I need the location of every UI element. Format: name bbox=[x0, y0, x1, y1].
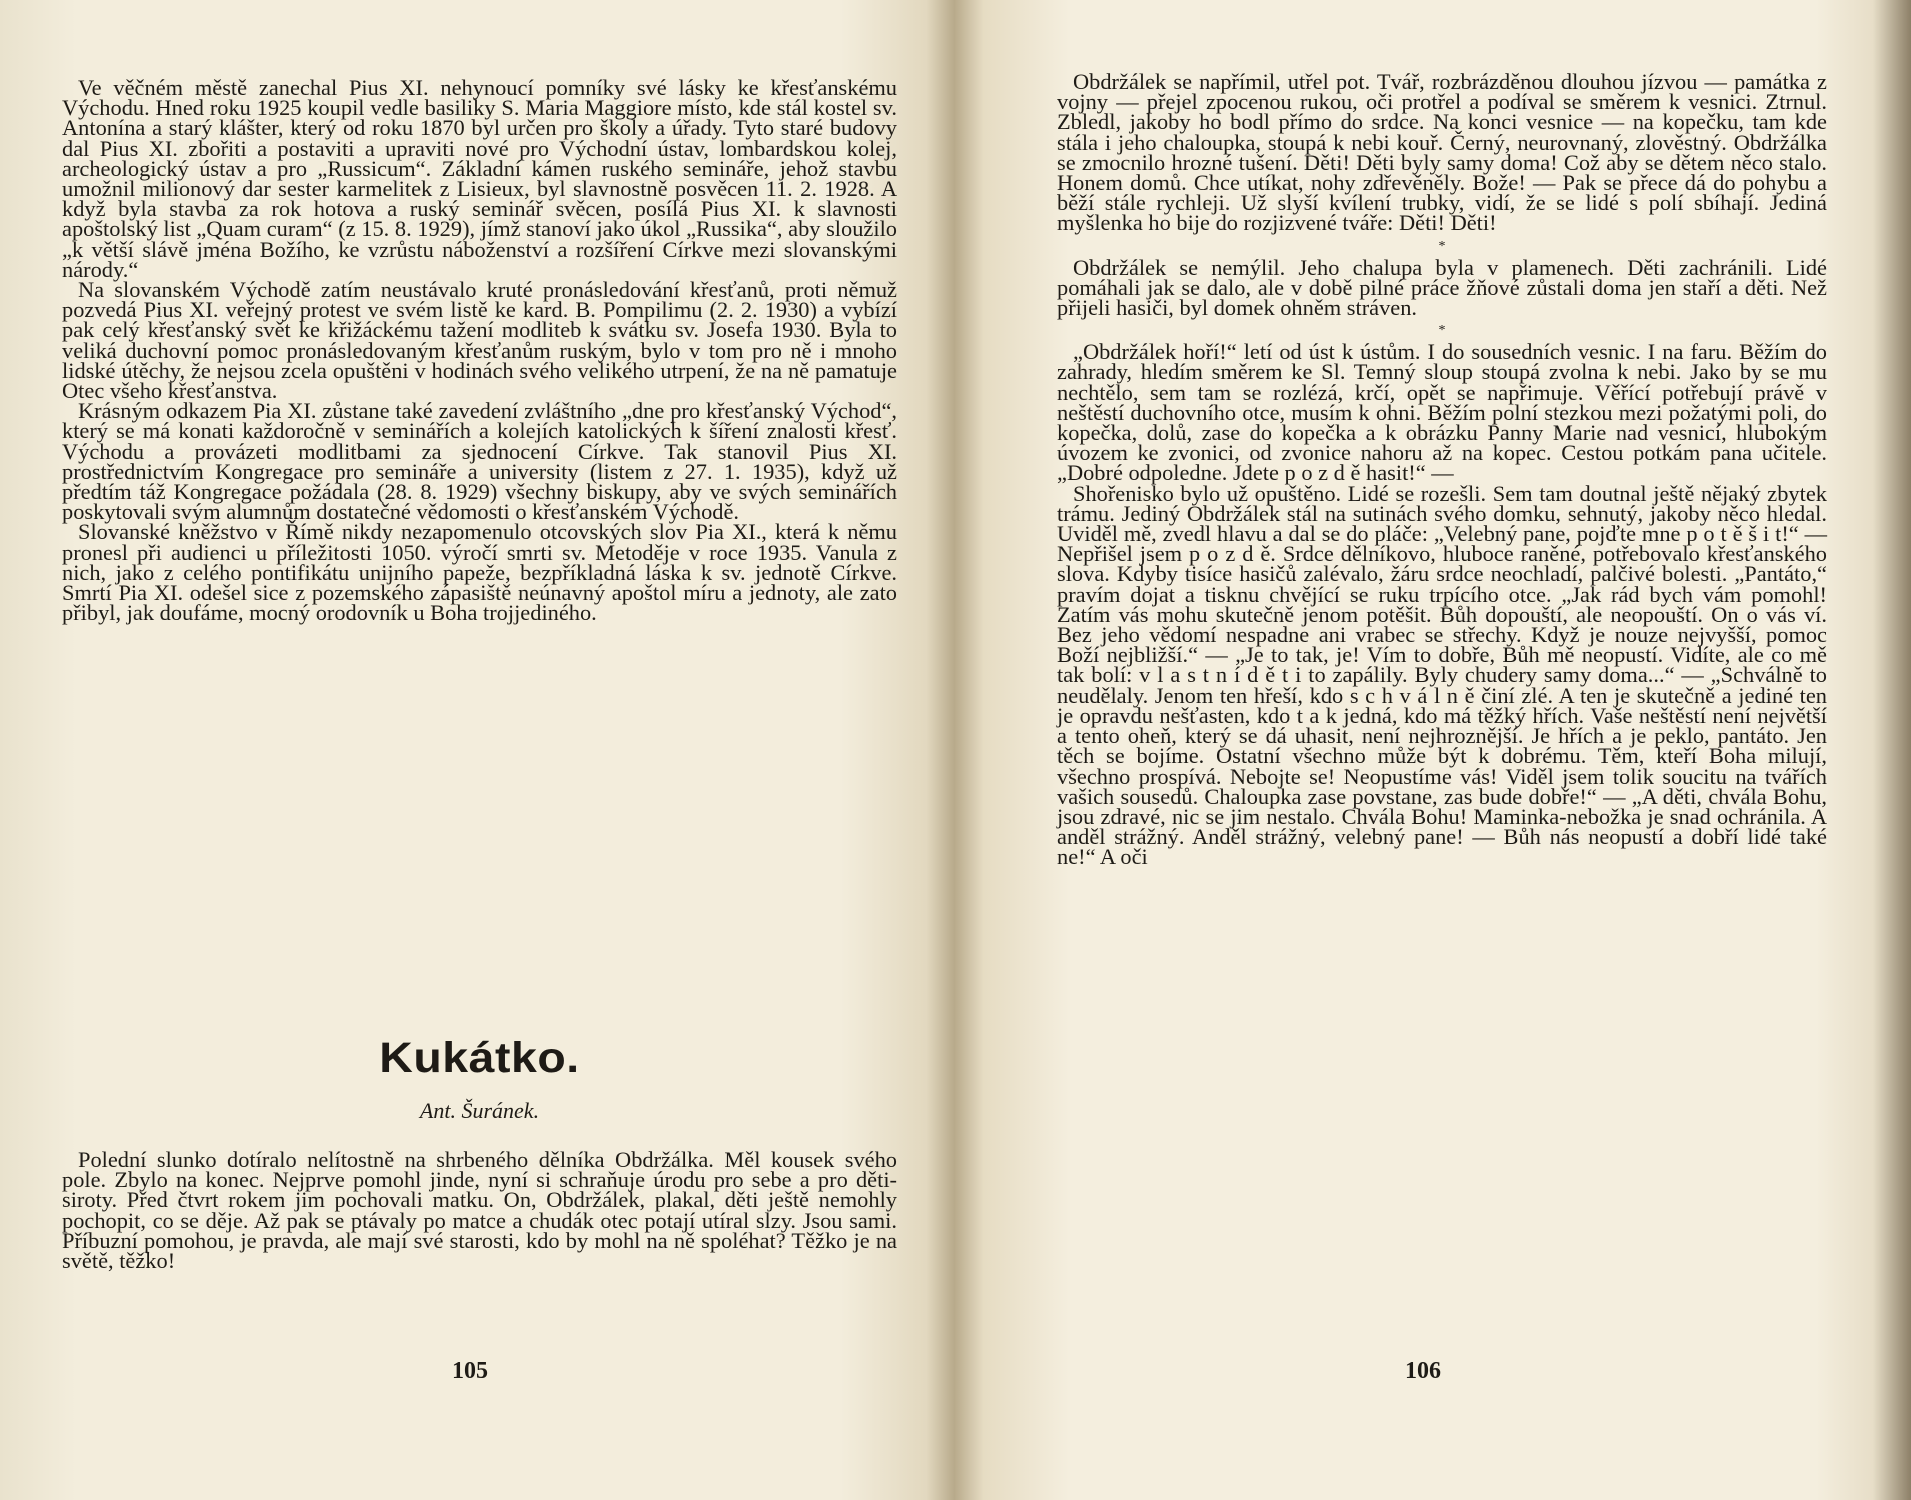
paragraph: Polední slunko dotíralo nelítostně na shrbeného dělníka Obdržálka. Měl kousek svého pole. Zbylo na konec. Nejprve pomohl jinde, nyní si schraňuje úrodu pro sebe a pro děti-siroty. Před čtvrt rokem jim pochovali matku. On, Obdržálek, plakal, děti ještě nemohly pochopit, co se děje. Až pak se ptávaly po matce a chudák otec potají utíral slzy. Jsou sami. Příbuzní pomohou, je pravda, ale mají své starosti, kdo by mohl na ně spoléhat? Těžko je na světě, těžko! bbox=[62, 1147, 897, 1274]
right-page bbox=[955, 0, 1911, 1500]
page-number: 105 bbox=[452, 1358, 488, 1384]
paragraph: Krásným odkazem Pia XI. zůstane také zavedení zvláštního „dne pro křesťanský Východ“, který se má konati každoročně v seminářích a kolejích katolických k šíření znalosti křesť. Východu a provázeti modlitbami za sjednocení Církve. Tak stanovil Pius XI. prostřednictvím Kongregace pro semináře a university (listem z 27. 1. 1935), když už předtím táž Kongregace požádala (28. 8. 1929) všechny biskupy, aby ve svých seminářích poskytovali svým alumnům dostatečné vědomosti o křesťanském Východě. bbox=[62, 398, 897, 525]
paragraph: Shořenisko bylo už opuštěno. Lidé se rozešli. Sem tam doutnal ještě nějaký zbytek trámu. Jediný Obdržálek stál na sutinách svého domku, sehnutý, jakoby něco hledal. Uviděl mě, zvedl hlavu a dal se do pláče: „Velebný pane, pojďte mne p o t ě š i t!“ — Nepřišel jsem p o z d ě. Srdce dělníkovo, hluboce raněné, potřebovalo křesťanského slova. Kdyby tisíce hasičů zalévalo, žáru srdce neochladí, palčivé bolesti. „Pantáto,“ pravím dojat a tisknu chvějící se ruku trpícího otce. „Jak rád bych vám pomohl! Zatím vás mohu skutečně jenom potěšit. Bůh dopouští, ale neopouští. On o vás ví. Bez jeho vědomí nespadne ani vrabec se střechy. Když je nouze nejvyšší, pomoc Boží nejbližší.“ — „Je to tak, je! Vím to dobře, Bůh mě neopustí. Vidíte, ale co mě tak bolí: v l a s t n í d ě t i to zapálily. Byly chudery samy doma...“ — „Schválně to neudělaly. Jenom ten hřeší, kdo s c h v á l n ě činí zlé. A ten je skutečně a jediné ten je opravdu nešťasten, kdo t a k jedná, kdo má těžký hřích. Vaše neštěstí není největší a tento oheň, který se dá uhasit, není nejhroznější. Je hřích a je peklo, pantáto. Jen těch se bojíme. Ostatní všechno může být k dobrému. Těm, kteří Boha milují, všechno prospívá. Nebojte se! Neopustíme vás! Viděl jsem tolik soucitu na tvářích vašich sousedů. Chaloupka zase povstane, zas bude dobře!“ — „A děti, chvála Bohu, jsou zdravé, nic se jim nestalo. Chvála Bohu! Maminka-nebožka je snad ochránila. A anděl strážný. Anděl strážný, velebný pane! — Bůh nás neopustí a dobří lidé také ne!“ A oči bbox=[1057, 480, 1827, 870]
left-page-top-text bbox=[62, 75, 897, 626]
article-author: Ant. Šuránek. bbox=[419, 1098, 540, 1123]
paragraph: „Obdržálek hoří!“ letí od úst k ústům. I do sousedních vesnic. I na faru. Běžím do zahrady, hledím směrem ke Sl. Temný sloup stoupá zvolna k nebi. Jako by se mu nechtělo, sem tam se rozlézá, krčí, opět se napřimuje. Věřící potřebují právě v neštěstí duchovního otce, musím k ohni. Běžím polní stezkou mezi požatými poli, do kopečka, dolů, zase do kopečka a k obrázku Panny Marie nad vesnicí, hlubokým úvozem ke zvonici, od zvonice nahoru až na kopec. Cestou potkám pana učitele. „Dobré odpoledne. Jdete p o z d ě hasit!“ — bbox=[1057, 339, 1827, 486]
paragraph: Ve věčném městě zanechal Pius XI. nehynoucí pomníky své lásky ke křesťanskému Východu. Hned roku 1925 koupil vedle basiliky S. Maria Maggiore místo, kde stál kostel sv. Antonína a starý klášter, který od roku 1870 byl určen pro školy a úřady. Tyto staré budovy dal Pius XI. zbořiti a postaviti a upraviti nové pro Východní ústav, lombardskou kolej, archeologický ústav a pro „Russicum“. Základní kámen ruského semináře, jehož stavbu umožnil milionový dar sester karmelitek z Lisieux, byl slavnostně posvěcen 11. 2. 1928. A když byla stavba za rok hotova a ruský seminář svěcen, posílá Pius XI. k slavnosti apoštolský list „Quam curam“ (z 15. 8. 1929), jímž stanoví jako úkol „Russika“, aby sloužilo „k větší slávě jména Božího, ke vzrůstu náboženství a rozšíření Církve mezi slovanskými národy.“ bbox=[62, 75, 897, 282]
right-page-text bbox=[1057, 69, 1827, 870]
article-title: Kukátko. bbox=[379, 1034, 580, 1082]
section-separator: * bbox=[1438, 238, 1446, 254]
left-page-bottom-text bbox=[62, 1147, 897, 1274]
section-separator: * bbox=[1438, 323, 1446, 339]
paragraph: Na slovanském Východě zatím neustávalo kruté pronásledování křesťanů, proti němuž pozvedá Pius XI. veřejný protest ve svém listě ke kard. B. Pompilimu (2. 2. 1930) a vybízí pak celý křesťanský svět ke křižáckému tažení modliteb k svátku sv. Josefa 1930. Byla to veliká duchovní pomoc pronásledovaným křesťanům ruským, bylo v tom pro ně i mnoho lidské útěchy, že nejsou zcela opuštěni v hodinách svého velikého utrpení, že na ně pamatuje Otec všeho křesťanstva. bbox=[62, 277, 897, 404]
left-page bbox=[0, 0, 955, 1500]
paragraph: Obdržálek se nemýlil. Jeho chalupa byla v plamenech. Děti zachránili. Lidé pomáhali jak se dalo, ale v době pilné práce žňové zůstali doma jen staří a děti. Než přijeli hasiči, byl domek ohněm stráven. bbox=[1057, 254, 1827, 321]
paragraph: Slovanské kněžstvo v Římě nikdy nezapomenulo otcovských slov Pia XI., která k němu pronesl při audienci u příležitosti 1050. výročí smrti sv. Metoděje v roce 1935. Vanula z nich, jako z celého pontifikátu unijního papeže, bezpříkladná láska k sv. jednotě Církve. Smrtí Pia XI. odešel sice z pozemského zápasiště neúnavný apoštol míru a jednoty, ale zato přibyl, jak doufáme, mocný orodovník u Boha trojjediného. bbox=[62, 519, 897, 626]
paragraph: Obdržálek se napřímil, utřel pot. Tvář, rozbrázděnou dlouhou jízvou — památka z vojny — přejel zpocenou rukou, oči protřel a podíval se směrem k vesnici. Ztrnul. Zbledl, jakoby ho bodl přímo do srdce. Na konci vesnice — na kopečku, tam kde stála i jeho chaloupka, stoupá k nebi kouř. Černý, neurovnaný, zlověstný. Obdržálka se zmocnilo hrozné tušení. Děti! Děti byly samy doma! Což aby se dětem něco stalo. Honem domů. Chce utíkat, nohy zdřevěněly. Bože! — Pak se přece dá do pohybu a běží stále rychleji. Už slyší kvílení trubky, vidí, že se lidé s polí sbíhají. Jediná myšlenka ho bije do rozjizvené tváře: Děti! Děti! bbox=[1057, 69, 1827, 236]
page-number: 106 bbox=[1405, 1358, 1441, 1384]
